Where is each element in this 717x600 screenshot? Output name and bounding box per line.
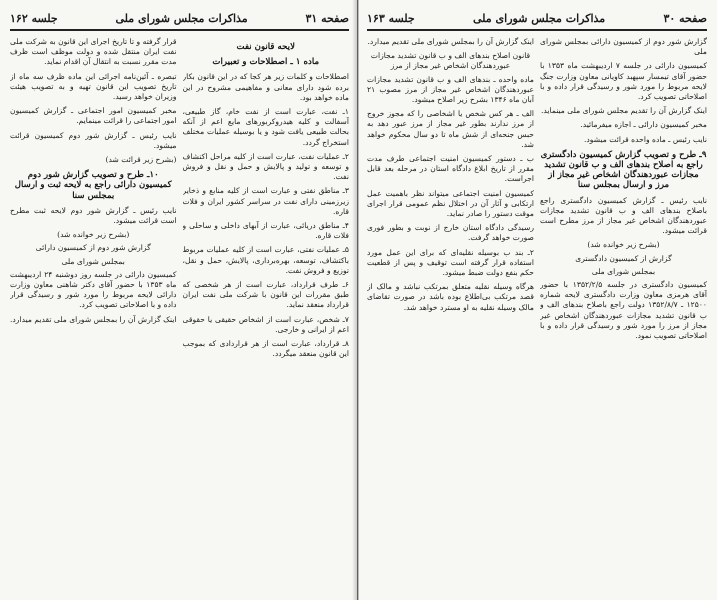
paragraph: اینک گزارش آن را تقدیم مجلس شورای ملی مینماید.: [541, 106, 707, 116]
column-left: [367, 37, 534, 597]
paragraph: کمیسیون امنیت اجتماعی میتواند نظر باهمیت عمل ارتکابی و آثار آن در اختلال نظم عمومی قرار اجرای موقت دستور را صادر نماید.: [367, 188, 534, 219]
page-number: صفحه ۳۱: [305, 11, 349, 25]
paragraph: الف ـ هر کس شخص یا اشخاصی را که مجوز خروج از مرز ندارند بطور غیر مجاز از مرز عبور دهد به حبس جنحه‌ای از شش ماه تا دو سال محکوم خواهد شد.: [367, 109, 534, 149]
centered-caption: (بشرح زیر خوانده شد): [587, 240, 660, 250]
paragraph: اینک گزارش آن را بمجلس شورای ملی تقدیم میدارد.: [367, 37, 534, 46]
paragraph: ماده واحده ـ بندهای الف و ب قانون تشدید مجازات عبوردهندگان اشخاص غیر مجاز از مرز مصوب ۲۱ آبان ماه ۱۳۴۶ بشرح زیر اصلاح میشود.: [367, 74, 534, 105]
journal-title: مذاکرات مجلس شورای ملی: [473, 11, 606, 25]
section-heading: لایحه قانون نفت: [236, 42, 295, 52]
paragraph: نایب رئیس ـ گزارش شور دوم لایحه ثبت مطرح است قرائت میشود.: [10, 205, 177, 226]
column-right: [183, 37, 350, 597]
centered-caption: بمجلس شورای ملی: [61, 256, 125, 266]
centered-caption: گزارش از کمیسیون دادگستری: [575, 253, 672, 263]
paragraph: ۳ـ مناطق نفتی و عبارت است از کلیه منابع و ذخایر زیرزمینی دارای نفت در سراسر کشور ایران و فلات قاره.: [182, 186, 349, 216]
paragraph: ۷ـ شخص، عبارت است از اشخاص حقیقی یا حقوقی اعم از ایرانی و خارجی.: [182, 314, 349, 334]
paragraph: ب ـ دستور کمیسیون امنیت اجتماعی طرف مدت مقرر از تاریخ ابلاغ دادگاه استان در مرحله بعد قابل اجراست.: [367, 154, 534, 184]
paragraph: نایب رئیس ـ گزارش کمیسیون دادگستری راجع باصلاح بندهای الف و ب قانون تشدید مجازات عبوردهندگان اشخاص غیر مجاز از مرز مطرح است قرائت میشود.: [540, 195, 707, 236]
paragraph: ۶ـ طرف قرارداد، عبارت است از هر شخصی که طبق مقررات این قانون با شرکت ملی نفت ایران قرارداد منعقد نماید.: [182, 280, 349, 310]
session-number: جلسه ۱۶۲: [10, 11, 58, 25]
paragraph: ۱ـ نفت، عبارت است از نفت خام، گاز طبیعی، آسفالت و کلیه هیدروکربورهای مایع اعم از آنکه بحالت طبیعی یافت شود و یا بوسیله عملیات مختلف استخراج گردد.: [182, 107, 349, 147]
paragraph: مخبر کمیسیون امور اجتماعی ـ گزارش کمیسیون امور اجتماعی را قرائت مینمایم.: [10, 106, 177, 126]
paragraph: نایب رئیس ـ ماده واحده قرائت میشود.: [584, 134, 707, 144]
paragraph: مخبر کمیسیون دارائی ـ اجازه میفرمائید.: [580, 120, 707, 130]
paragraph: کمیسیون دادگستری در جلسه ۱۳۵۲/۲/۵ با حضور آقای هرمزی معاون وزارت دادگستری لایحه شماره ۱۲۵۰۰ ـ ۱۳۵۲/۸/۷ دولت راجع باصلاح بندهای الف و ب قانون تشدید مجازات عبوردهندگان اشخاص غیر مجاز از مرز را مورد شور و رسیدگی قرار داده و با اصلاحاتی تصویب نمود.: [540, 280, 707, 341]
journal-title: مذاکرات مجلس شورای ملی: [115, 11, 248, 25]
centered-caption: (بشرح زیر خوانده شد): [57, 230, 130, 240]
paragraph: گزارش شور دوم از کمیسیون دارائی بمجلس شورای ملی: [540, 37, 707, 57]
paragraph: ۴ـ مناطق دریائی، عبارت از آبهای داخلی و ساحلی و فلات قاره.: [182, 221, 349, 241]
paragraph: (بشرح زیر قرائت شد): [105, 155, 177, 165]
paragraph: هرگاه وسیله نقلیه متعلق بمرتکب نباشد و مالک از قصد مرتکب بی‌اطلاع بوده باشد در صورت تقاضای مالک وسیله نقلیه به او مسترد خواهد شد.: [367, 282, 534, 312]
right-page-columns: [367, 37, 707, 597]
centered-caption: گزارش شور دوم از کمیسیون دارائی: [35, 243, 151, 253]
session-number: جلسه ۱۶۳: [367, 11, 415, 25]
paragraph: نایب رئیس ـ گزارش شور دوم کمیسیون قرائت میشود.: [10, 130, 177, 150]
section-heading: ۹ـ طرح و تصویب گزارش کمیسیون دادگستری راجع به اصلاح بندهای الف و ب قانون تشدید مجازات عبوردهندگان اشخاص غیر مجاز از مرز و ارسال بمجلس سنا: [540, 149, 707, 191]
paragraph: اصطلاحات و کلمات زیر هر کجا که در این قانون بکار برده شود دارای معانی و مفاهیمی مشروح در این ماده خواهد بود.: [182, 72, 349, 102]
paragraph: قرار گرفته و تا تاریخ اجرای این قانون به شرکت ملی نفت ایران منتقل شده و دولت موظف است ظرف مدت مقرر نسبت به انتقال آن اقدام نماید.: [10, 37, 177, 67]
section-heading: ۱۰ـ طرح و تصویب گزارش شور دوم کمیسیون دارائی راجع به لایحه ثبت و ارسال بمجلس سنا: [14, 170, 172, 201]
paragraph: اینک گزارش آن را بمجلس شورای ملی تقدیم میدارد.: [10, 314, 177, 324]
paragraph: ۲ـ بند ب بوسیله نقلیه‌ای که برای این عمل مورد استفاده قرار گرفته است توقیف و پس از قطعیت حکم بنفع دولت ضبط میشود.: [367, 247, 534, 278]
paragraph: تبصره ـ آئین‌نامه اجرائی این ماده ظرف سه ماه از تاریخ تصویب این قانون تهیه و به تصویب هیئت وزیران خواهد رسید.: [10, 71, 177, 102]
paragraph: کمیسیون دارائی در جلسه ۷ اردیبهشت ماه ۱۳۵۳ با حضور آقای تیمسار سپهبد کاویانی معاون وزارت جنگ لایحه مربوط را مورد شور و رسیدگی قرار داده و با اصلاحاتی تصویب کرد.: [540, 61, 707, 102]
paragraph: ۸ـ قرارداد، عبارت است از هر قراردادی که بموجب این قانون منعقد میگردد.: [182, 339, 349, 359]
centered-caption: بمجلس شورای ملی: [591, 266, 656, 276]
left-page-columns: [10, 37, 349, 597]
paragraph: رسیدگی دادگاه استان خارج از نوبت و بطور فوری صورت خواهد گرفت.: [367, 223, 534, 243]
right-page-header: [367, 10, 707, 31]
centered-caption: قانون اصلاح بندهای الف و ب قانون تشدید مجازات عبوردهندگان اشخاص غیر مجاز از مرز: [370, 51, 531, 71]
left-page-header: [10, 10, 349, 31]
section-heading: ماده ۱ ـ اصطلاحات و تعبیرات: [212, 57, 320, 68]
paragraph: کمیسیون دارائی در جلسه روز دوشنبه ۲۴ اردیبهشت ماه ۱۳۵۳ با حضور آقای دکتر شاهنی معاون وزارت دارائی لایحه مربوط را مورد شور و رسیدگی قرار داده و با اصلاحاتی تصویب کرد.: [10, 269, 177, 310]
page-number: صفحه ۳۰: [663, 11, 707, 25]
column-left: [10, 37, 177, 597]
paragraph: ۲ـ عملیات نفت، عبارت است از کلیه مراحل اکتشاف و توسعه و تولید و پالایش و حمل و نقل و فروش نفت.: [182, 151, 349, 182]
left-page: [0, 0, 358, 600]
column-right: [540, 37, 707, 597]
paragraph: ۵ـ عملیات نفتی، عبارت است از کلیه عملیات مربوط باکتشاف، توسعه، بهره‌برداری، پالایش، حمل و نقل، توزیع و فروش نفت.: [182, 245, 349, 275]
right-page: [359, 0, 717, 600]
